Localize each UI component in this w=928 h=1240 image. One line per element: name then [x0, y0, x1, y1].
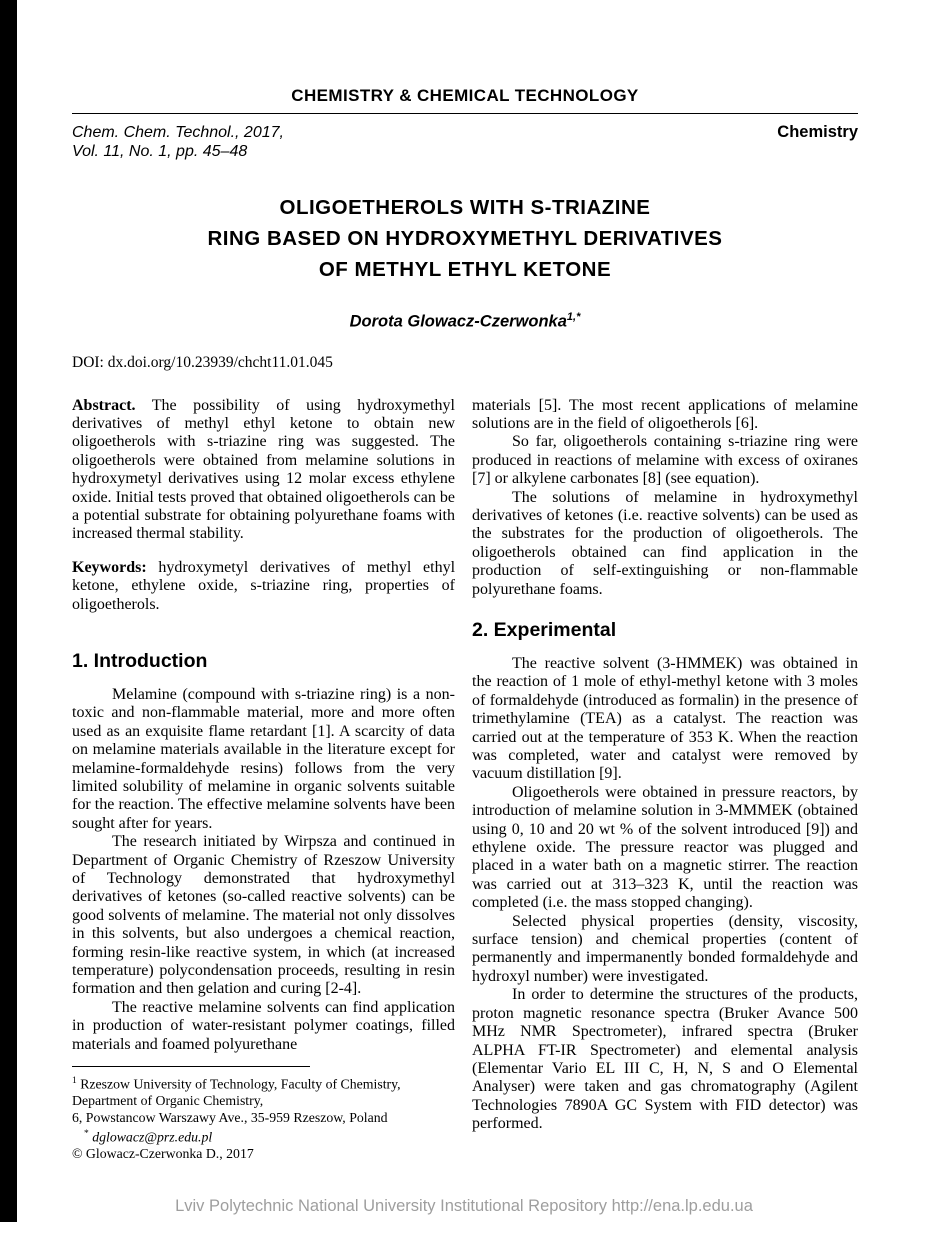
experimental-paragraph-1: The reactive solvent (3-HMMEK) was obtained in the reaction of 1 mole of ethyl-methyl ketone with 3 moles of formaldehyde (introduced as formalin) in the presence of trimethylamine (TEA) as a catalyst. The reaction was carried out at the temperature of 353 K. When the reaction was completed, water and catalyst were removed by vacuum distillation [9].: [472, 654, 858, 783]
experimental-paragraph-3: Selected physical properties (density, viscosity, surface tension) and chemical properties (content of permanently and impermanently bonded formaldehyde and hydroxyl number) were investigated.: [472, 912, 858, 985]
footnote-affiliation-text-1: Rzeszow University of Technology, Faculty of Chemistry,: [80, 1076, 401, 1092]
introduction-paragraph-4: So far, oligoetherols containing s-triazine ring were produced in reactions of melamine with excess of oxiranes [7] or alkylene carbonates [8] (see equation).: [472, 433, 858, 488]
two-column-body: [72, 397, 858, 1163]
introduction-paragraph-3-continued: materials [5]. The most recent applications of melamine solutions are in the field of oligoetherols [6].: [472, 396, 858, 432]
author-affiliation-marker: 1,*: [566, 311, 581, 323]
article-title-line-1: OLIGOETHEROLS WITH S-TRIAZINE: [279, 196, 651, 219]
introduction-paragraph-5: The solutions of melamine in hydroxymethyl derivatives of ketones (i.e. reactive solvents) can be used as the substrates for the production of oligoetherols. The oligoetherols obtained can find application in the production of self-extinguishing or non-flammable polyurethane foams.: [472, 488, 858, 598]
abstract-label: Abstract.: [72, 396, 136, 414]
keywords-text: hydroxymetyl derivatives of methyl ethyl ketone, ethylene oxide, s-triazine ring, properties of oligoetherols.: [72, 558, 456, 613]
footnote-affiliation-line-3: 6, Powstancow Warszawy Ave., 35-959 Rzeszow, Poland: [72, 1109, 388, 1125]
left-column: [72, 397, 455, 1163]
header-rule: [72, 113, 858, 114]
article-title-line-2: RING BASED ON HYDROXYMETHYL DERIVATIVES: [207, 227, 723, 250]
footnote-block: [72, 1066, 455, 1162]
scan-edge-artifact: [0, 0, 17, 1222]
page-content: [72, 86, 858, 1162]
article-title-line-3: OF METHYL ETHYL KETONE: [318, 258, 612, 281]
abstract-text: The possibility of using hydroxymethyl derivatives of methyl ethyl ketone to obtain new oligoetherols with s-triazine ring was suggested. The oligoetherols were obtained from melamine solutions in hydroxymetyl derivatives using 12 molar excess ethylene oxide. Initial tests proved that obtained oligoetherols can be a potential substrate for obtaining polyurethane foams with increased thermal stability.: [72, 396, 455, 543]
author-line: [72, 311, 858, 332]
abstract-paragraph: [72, 397, 455, 544]
article-title: [72, 192, 858, 285]
repository-footer: Lviv Polytechnic National University Institutional Repository http://ena.lp.edu.ua: [175, 1197, 753, 1215]
footnote-email-line: [72, 1126, 455, 1146]
journal-section-label: Chemistry: [777, 123, 858, 141]
keywords-paragraph: [72, 559, 455, 614]
footnote-affiliation-line-1: [72, 1073, 455, 1093]
section-heading-experimental: 2. Experimental: [472, 618, 617, 641]
citation-line-1: Chem. Chem. Technol., 2017,: [72, 124, 284, 141]
introduction-paragraph-3: The reactive melamine solvents can find application in production of water-resistant polymer coatings, filled materials and foamed polyurethane: [72, 998, 455, 1053]
author-name: Dorota Glowacz-Czerwonka: [349, 312, 567, 331]
experimental-paragraph-4: In order to determine the structures of the products, proton magnetic resonance spectra (Bruker Avance 500 MHz NMR Spectrometer), infrared spectra (Bruker ALPHA FT-IR Spectrometer) and elemental analysis (Elementar Vario EL III C, H, N, S and O Elemental Analyser) were taken and gas chromatography (Agilent Technologies 7890A GC System with FID detector) was performed.: [472, 986, 858, 1133]
citation-line-2: Vol. 11, No. 1, pp. 45–48: [72, 143, 248, 160]
introduction-paragraph-2: The research initiated by Wirpsza and continued in Department of Organic Chemistry of Rzeszow University of Technology demonstrated that hydroxymethyl derivatives of ketones (so-called reactive solvents) can be good solvents of melamine. The material not only dissolves in this solvents, but also undergoes a chemical reaction, forming resin-like reactive system, in which (at increased temperature) polycondensation proceeds, resulting in resin formation and then gelation and curing [2-4].: [72, 833, 455, 998]
experimental-paragraph-2: Oligoetherols were obtained in pressure reactors, by introduction of melamine solution in 3-MMMEK (obtained using 0, 10 and 20 wt % of the solvent introduced [9]) and ethylene oxide. The pressure reactor was plugged and placed in a water bath on a magnetic stirrer. The reaction was carried out at 313–323 K, until the reaction was completed (i.e. the mass stopped changing).: [472, 783, 858, 912]
citation-row: [72, 123, 858, 161]
right-column: [472, 397, 858, 1163]
copyright-line: © Glowacz-Czerwonka D., 2017: [72, 1145, 254, 1161]
footnote-affiliation-line-2: Department of Organic Chemistry,: [72, 1093, 264, 1109]
introduction-paragraph-1: Melamine (compound with s-triazine ring) is a non-toxic and non-flammable material, more and more often used as an exquisite flame retardant [1]. A scarcity of data on melamine materials available in the literature except for melamine-formaldehyde resins) follows from the very limited solubility of melamine in organic solvents suitable for the reaction. The effective melamine solvents have been sought after for years.: [72, 685, 455, 832]
author-email: dglowacz@prz.edu.pl: [92, 1129, 213, 1145]
journal-running-head: CHEMISTRY & CHEMICAL TECHNOLOGY: [291, 86, 639, 105]
keywords-label: Keywords:: [72, 558, 147, 576]
footnote-rule: [72, 1066, 310, 1067]
journal-citation: [72, 123, 284, 161]
footnote-marker-2: *: [84, 1128, 89, 1139]
doi-line: DOI: dx.doi.org/10.23939/chcht11.01.045: [72, 353, 333, 371]
section-heading-introduction: 1. Introduction: [72, 649, 208, 672]
footnote-marker-1: 1: [72, 1076, 77, 1087]
